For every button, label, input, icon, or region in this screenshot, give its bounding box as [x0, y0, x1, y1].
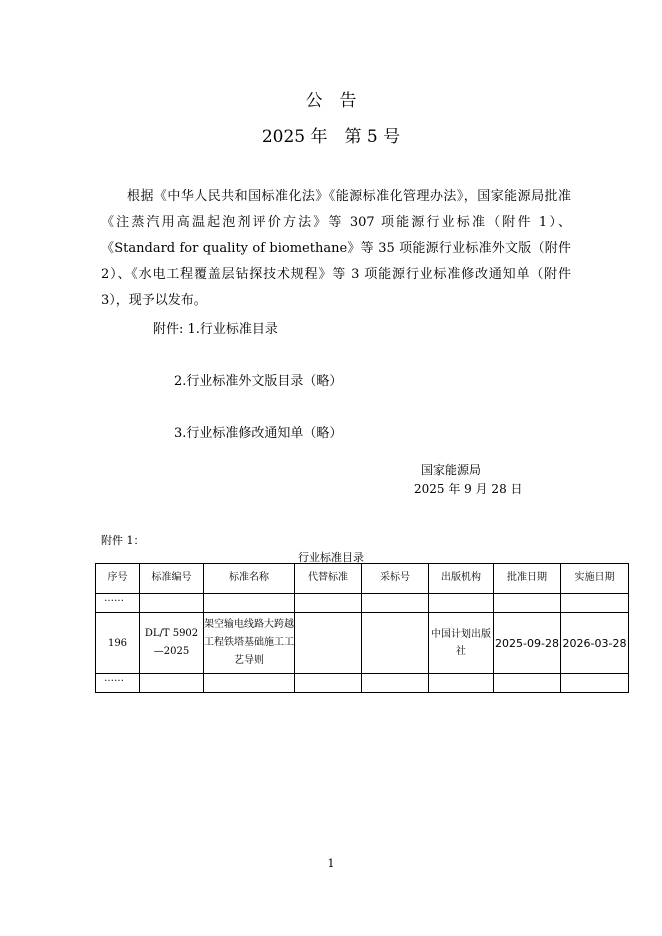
table-caption: 行业标准目录 — [298, 551, 364, 564]
ellipsis-cell: …… — [96, 594, 140, 613]
col-header-code: 标准编号 — [140, 564, 204, 594]
row-code-line2: —2025 — [153, 646, 190, 657]
signature-org: 国家能源局 — [421, 463, 482, 477]
row-code — [140, 613, 204, 674]
col-header-adopted: 采标号 — [362, 564, 429, 594]
annex-label: 附件 1： — [101, 534, 145, 547]
col-header-no: 序号 — [96, 564, 140, 594]
col-header-name: 标准名称 — [204, 564, 295, 594]
row-no: 196 — [96, 613, 140, 674]
table-header-row — [96, 564, 629, 594]
attachment-item-2: 2.行业标准外文版目录（略） — [174, 374, 343, 389]
table-row-ellipsis-top — [96, 594, 629, 613]
attachment-item-3: 3.行业标准修改通知单（略） — [174, 426, 343, 441]
body-paragraph: 根据《中华人民共和国标准化法》《能源标准化管理办法》，国家能源局批准《注蒸汽用高温起泡剂评价方法》等 307 项能源行业标准（附件 1）、《Standard for quality of biomethane》等 35 项能源行业标准外文版（附件 2）、《水电工程覆盖层钻探技术规程》等 3 项能源行业标准修改通知单（附件 3），现予以发布。 — [101, 189, 571, 308]
standards-table — [95, 563, 629, 693]
col-header-effective: 实施日期 — [561, 564, 629, 594]
ellipsis-cell: …… — [96, 674, 140, 693]
row-publisher: 中国计划出版社 — [429, 613, 494, 674]
col-header-approved: 批准日期 — [494, 564, 561, 594]
table-row-ellipsis-bottom — [96, 674, 629, 693]
page-title: 公 告 — [305, 91, 357, 111]
attachment-item-1: 附件: 1.行业标准目录 — [153, 322, 278, 337]
col-header-publisher: 出版机构 — [429, 564, 494, 594]
row-approved-date: 2025-09-28 — [494, 613, 561, 674]
col-header-replaced: 代替标准 — [295, 564, 362, 594]
announcement-number: 2025 年 第 5 号 — [261, 127, 401, 147]
signature-date: 2025 年 9 月 28 日 — [414, 482, 523, 496]
row-code-line1: DL/T 5902 — [144, 628, 199, 639]
page-number: 1 — [327, 857, 335, 870]
row-adopted — [362, 613, 429, 674]
row-replaced — [295, 613, 362, 674]
table-row — [96, 613, 629, 674]
row-effective-date: 2026-03-28 — [561, 613, 629, 674]
row-name: 架空输电线路大跨越工程铁塔基础施工工艺导则 — [204, 613, 295, 674]
